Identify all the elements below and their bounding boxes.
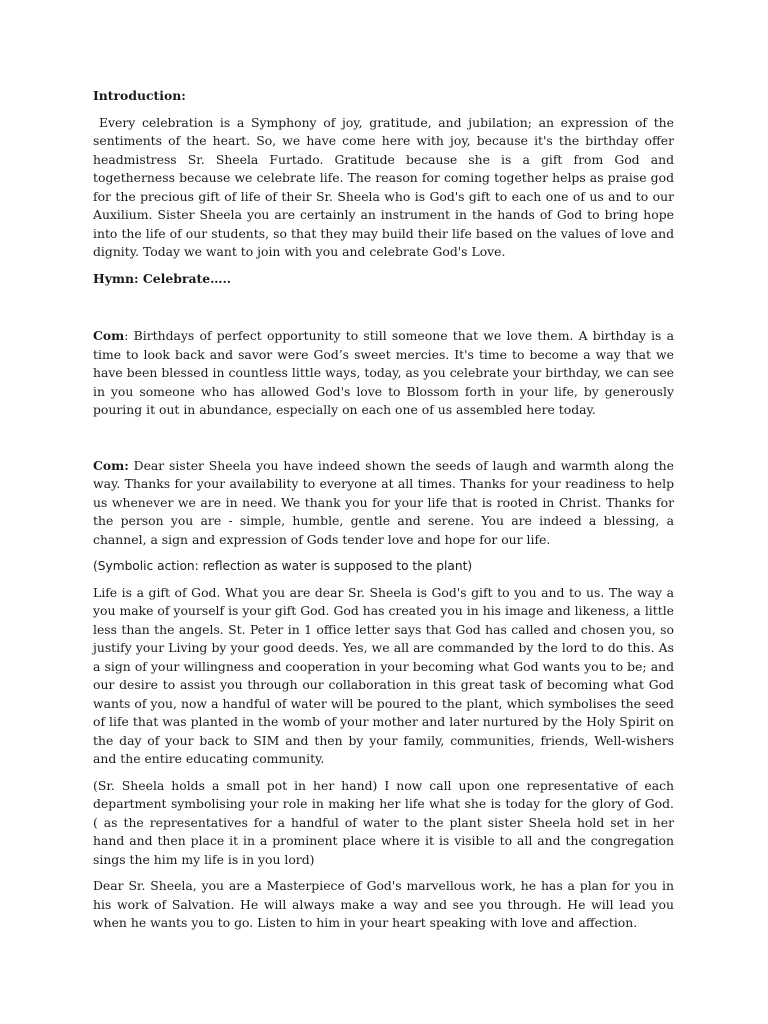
commentary-text-2: Dear sister Sheela you have indeed shown the seeds of laugh and warmth along the way. Thanks for your availability to everyone at all times. Thanks for your readiness to help us whenever we are in need. We thank you for your life that is rooted in Christ. Thanks for the person you are - simple, humble, gentle and serene. You are indeed a blessing, a channel, a sign and expression of Gods tender love and hope for our life. <box>93 457 674 547</box>
life-gift-paragraph: Life is a gift of God. What you are dear Sr. Sheela is God's gift to you and to us. The way a you make of yourself is your gift God. God has created you in his image and likeness, a little less than the angels. St. Peter in 1 office letter says that God has called and chosen you, so justify your Living by your good deeds. Yes, we all are commanded by the lord to do this. As a sign of your willingness and cooperation in your becoming what God wants you to be; and our desire to assist you through our collaboration in this great task of becoming what God wants of you, now a handful of water will be poured to the plant, which symbolises the seed of life that was planted in the womb of your mother and later nurtured by the Holy Spirit on the day of your back to SIM and then by your family, communities, friends, Well-wishers and the entire educating community. <box>93 584 674 766</box>
commentary-text-1: : Birthdays of perfect opportunity to still someone that we love them. A birthday is a time to look back and savor were God’s sweet mercies. It's time to become a way that we have been blessed in countless little ways, today, as you celebrate your birthday, we can see in you someone who has allowed God's love to Blossom forth in your life, by generously pouring it out in abundance, especially on each one of us assembled here today. <box>93 328 674 417</box>
pot-action-paragraph: (Sr. Sheela holds a small pot in her hand) I now call upon one representative of each department symbolising your role in making her life what she is today for the glory of God. ( as the representatives for a handful of water to the plant sister Sheela hold set in her hand and then place it in a prominent place where it is visible to all and the congregation sings the him my life is in you lord) <box>93 777 674 867</box>
commentary-label-1: Com <box>93 328 125 343</box>
commentary-paragraph-1 <box>93 327 674 420</box>
hymn-heading: Hymn: Celebrate….. <box>93 270 232 286</box>
symbolic-action-note: (Symbolic action: reflection as water is supposed to the plant) <box>93 559 473 573</box>
introduction-heading: Introduction: <box>93 88 186 103</box>
commentary-paragraph-2 <box>93 457 674 550</box>
closing-paragraph: Dear Sr. Sheela, you are a Masterpiece of God's marvellous work, he has a plan for you in his work of Salvation. He will always make a way and see you through. He will lead you when he wants you to go. Listen to him in your heart speaking with love and affection. <box>93 878 674 930</box>
introduction-paragraph: Every celebration is a Symphony of joy, gratitude, and jubilation; an expression of the sentiments of the heart. So, we have come here with joy, because it's the birthday offer headmistress Sr. Sheela Furtado. Gratitude because she is a gift from God and togetherness because we celebrate life. The reason for coming together helps as praise god for the precious gift of life of their Sr. Sheela who is God's gift to each one of us and to our Auxilium. Sister Sheela you are certainly an instrument in the hands of God to bring hope into the life of our students, so that they may build their life based on the values of love and dignity. Today we want to join with you and celebrate God's Love. <box>93 114 674 259</box>
commentary-label-2: Com: <box>93 457 129 473</box>
